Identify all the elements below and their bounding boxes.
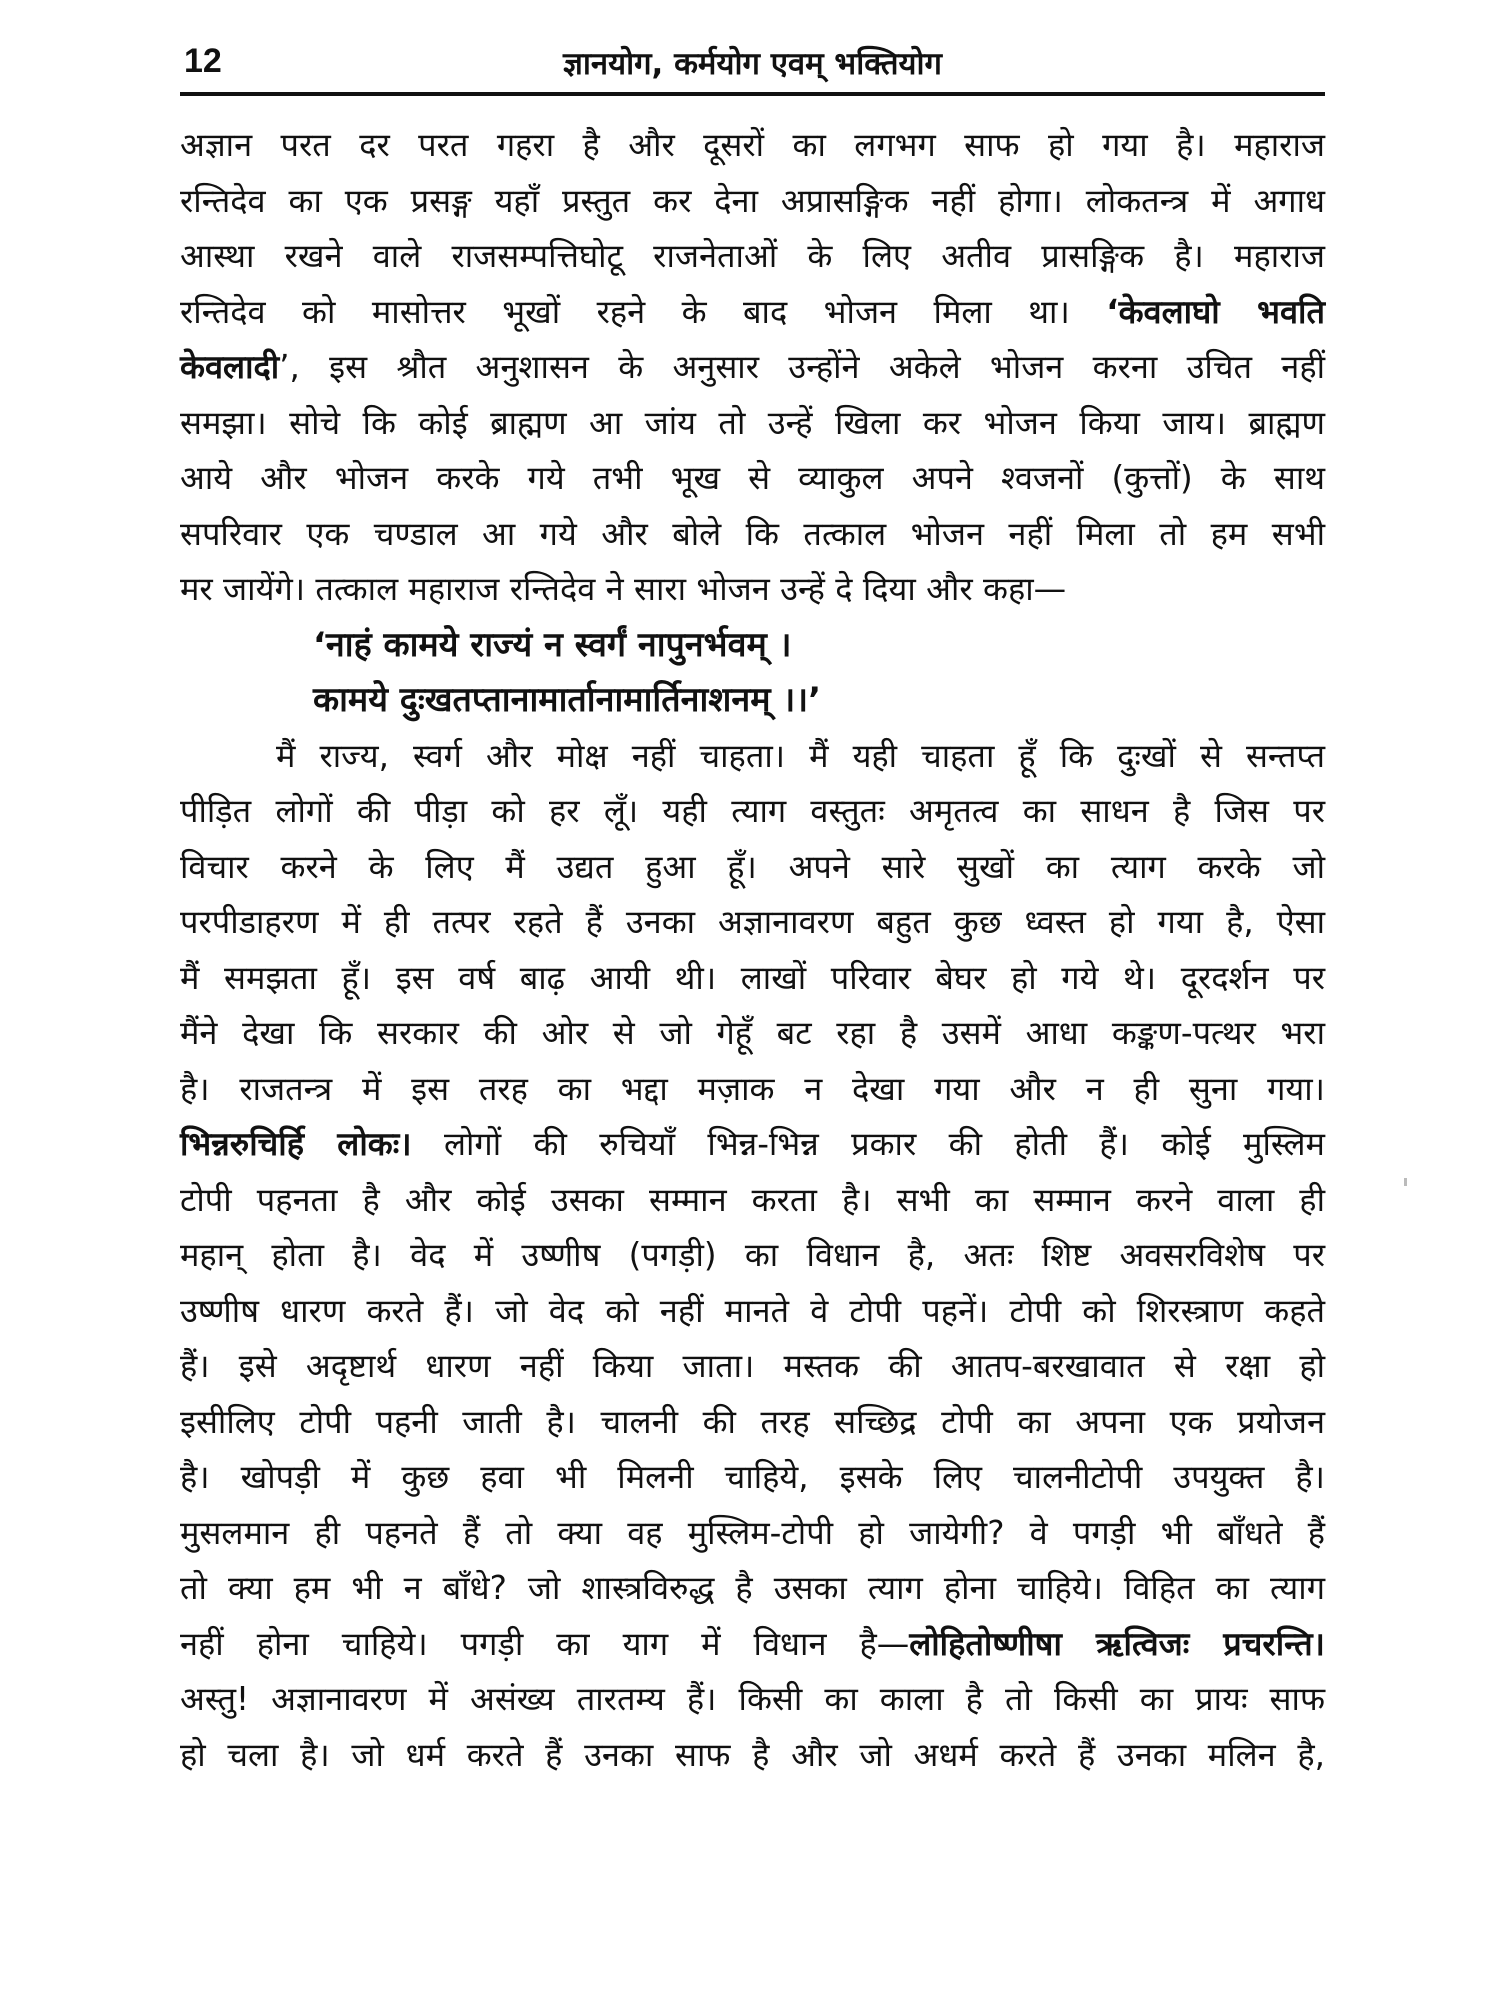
text-line: हैं। इसे अदृष्टार्थ धारण नहीं किया जाता। मस्तक की आतप-बरखावात से रक्षा हो — [180, 1347, 1325, 1385]
text-line: मैं समझता हूँ। इस वर्ष बाढ़ आयी थी। लाखों परिवार बेघर हो गये थे। दूरदर्शन पर — [180, 958, 1325, 997]
paragraph-rantideva — [180, 118, 1325, 618]
text-line: सपरिवार एक चण्डाल आ गये और बोले कि तत्काल भोजन नहीं मिला तो हम सभी — [180, 514, 1325, 553]
text-line: हो चला है। जो धर्म करते हैं उनका साफ है और जो अधर्म करते हैं उनका मलिन है, — [180, 1735, 1325, 1774]
text-line: आये और भोजन करके गये तभी भूख से व्याकुल अपने श्वजनों (कुत्तों) के साथ — [180, 459, 1325, 497]
running-title: ज्ञानयोग, कर्मयोग एवम् भक्तियोग — [562, 46, 942, 82]
text-line: टोपी पहनता है और कोई उसका सम्मान करता है। सभी का सम्मान करने वाला ही — [180, 1180, 1325, 1219]
text-line: समझा। सोचे कि कोई ब्राह्मण आ जांय तो उन्हें खिला कर भोजन किया जाय। ब्राह्मण — [180, 403, 1325, 442]
text-line: महान् होता है। वेद में उष्णीष (पगड़ी) का विधान है, अतः शिष्ट अवसरविशेष पर — [180, 1236, 1325, 1274]
paragraph-tyaga — [180, 729, 1325, 1784]
text-line: रन्तिदेव का एक प्रसङ्ग यहाँ प्रस्तुत कर देना अप्रासङ्गिक नहीं होगा। लोकतन्त्र में अगाध — [180, 181, 1325, 220]
text-line: मैं राज्य, स्वर्ग और मोक्ष नहीं चाहता। मैं यही चाहता हूँ कि दुःखों से सन्तप्त — [276, 736, 1325, 775]
verse-line: कामये दुःखतप्तानामार्तानामार्तिनाशनम् ।।’ — [313, 680, 822, 720]
text-line: रन्तिदेव को मासोत्तर भूखों रहने के बाद भोजन मिला था। ‘केवलाघो भवति — [180, 292, 1325, 331]
text-line: आस्था रखने वाले राजसम्पत्तिघोटू राजनेताओं के लिए अतीव प्रासङ्गिक है। महाराज — [180, 237, 1325, 275]
text-line: परपीडाहरण में ही तत्पर रहते हैं उनका अज्ञानावरण बहुत कुछ ध्वस्त हो गया है, ऐसा — [180, 903, 1325, 941]
text-line: है। खोपड़ी में कुछ हवा भी मिलनी चाहिये, इसके लिए चालनीटोपी उपयुक्त है। — [180, 1458, 1325, 1496]
text-line: मुसलमान ही पहनते हैं तो क्या वह मुस्लिम-टोपी हो जायेगी? वे पगड़ी भी बाँधते हैं — [180, 1513, 1325, 1552]
quote-bold: ‘केवलाघो भवति — [1106, 292, 1325, 331]
quote-bold: लोहितोष्णीषा ऋत्विजः प्रचरन्ति। — [909, 1624, 1325, 1663]
sanskrit-verse — [180, 618, 1325, 729]
text-line: नहीं होना चाहिये। पगड़ी का याग में विधान है—लोहितोष्णीषा ऋत्विजः प्रचरन्ति। — [180, 1624, 1325, 1663]
verse-line: ‘नाहं कामये राज्यं न स्वर्गं नापुनर्भवम् । — [313, 624, 792, 665]
text-line: है। राजतन्त्र में इस तरह का भद्दा मज़ाक न देखा गया और न ही सुना गया। — [180, 1069, 1325, 1108]
text-line: अस्तु! अज्ञानावरण में असंख्य तारतम्य हैं। किसी का काला है तो किसी का प्रायः साफ — [180, 1680, 1325, 1718]
text-line: मर जायेंगे। तत्काल महाराज रन्तिदेव ने सारा भोजन उन्हें दे दिया और कहा— — [180, 570, 1067, 608]
scan-speck — [1404, 1178, 1407, 1186]
text-line: विचार करने के लिए मैं उद्यत हुआ हूँ। अपने सारे सुखों का त्याग करके जो — [180, 847, 1325, 886]
text-line: भिन्नरुचिर्हि लोकः। लोगों की रुचियाँ भिन्न-भिन्न प्रकार की होती हैं। कोई मुस्लिम — [180, 1125, 1325, 1163]
page-number: 12 — [184, 42, 222, 80]
text-line: मैंने देखा कि सरकार की ओर से जो गेहूँ बट रहा है उसमें आधा कङ्कण-पत्थर भरा — [180, 1014, 1325, 1052]
text-line: उष्णीष धारण करते हैं। जो वेद को नहीं मानते वे टोपी पहनें। टोपी को शिरस्त्राण कहते — [180, 1291, 1325, 1330]
text-line: केवलादी’, इस श्रौत अनुशासन के अनुसार उन्होंने अकेले भोजन करना उचित नहीं — [180, 348, 1325, 386]
text-line: तो क्या हम भी न बाँधे? जो शास्त्रविरुद्ध है उसका त्याग होना चाहिये। विहित का त्याग — [180, 1569, 1325, 1607]
text-line: पीड़ित लोगों की पीड़ा को हर लूँ। यही त्याग वस्तुतः अमृतत्व का साधन है जिस पर — [180, 792, 1325, 830]
quote-bold: भिन्नरुचिर्हि लोकः। — [180, 1125, 412, 1163]
text-line: इसीलिए टोपी पहनी जाती है। चालनी की तरह सच्छिद्र टोपी का अपना एक प्रयोजन — [180, 1402, 1325, 1441]
text-line: अज्ञान परत दर परत गहरा है और दूसरों का लगभग साफ हो गया है। महाराज — [180, 126, 1325, 164]
page-header — [180, 40, 1325, 96]
page-body — [180, 118, 1325, 1783]
quote-bold: केवलादी — [180, 348, 280, 386]
